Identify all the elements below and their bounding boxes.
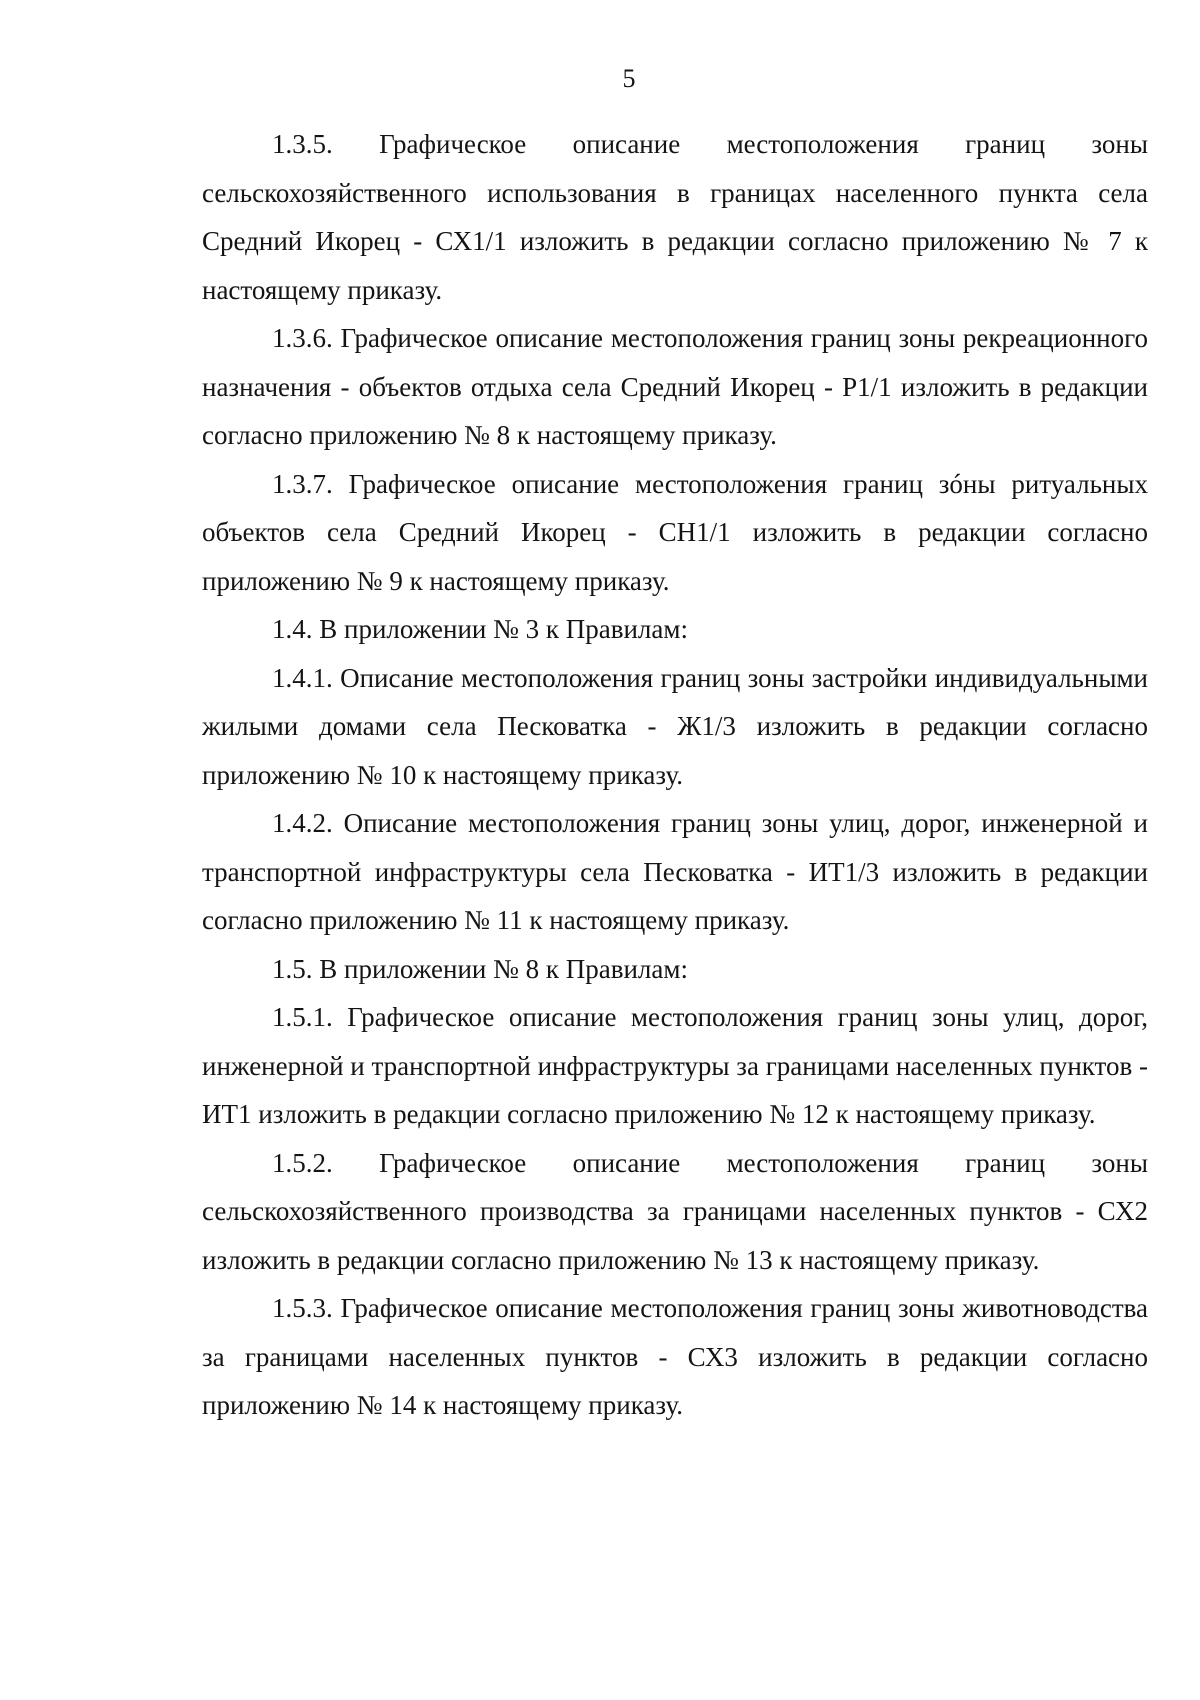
- paragraph-1-5-1: 1.5.1. Графическое описание местоположения границ зоны улиц, дорог, инженерной и транспортной инфраструктуры за границами населенных пунктов - ИТ1 изложить в редакции согласно приложению № 12 к настоящему приказу.: [202, 1002, 1148, 1129]
- document-body: [202, 120, 1148, 1430]
- paragraph-1-3-6: 1.3.6. Графическое описание местоположения границ зоны рекреационного назначения - объектов отдыха села Средний Икорец - Р1/1 изложить в редакции согласно приложению № 8 к настоящему приказу.: [202, 323, 1148, 450]
- paragraph-1-3-7: 1.3.7. Графическое описание местоположения границ зóны ритуальных объектов села Средний Икорец - СН1/1 изложить в редакции согласно приложению № 9 к настоящему приказу.: [202, 468, 1148, 596]
- paragraph-1-5-3: 1.5.3. Графическое описание местоположения границ зоны животноводства за границами населенных пунктов - СХ3 изложить в редакции согласно приложению № 14 к настоящему приказу.: [202, 1293, 1148, 1420]
- paragraph-1-4: 1.4. В приложении № 3 к Правилам:: [272, 614, 688, 644]
- page-number: 5: [622, 64, 636, 93]
- paragraph-1-4-1: 1.4.1. Описание местоположения границ зоны застройки индивидуальными жилыми домами села Песковатка - Ж1/3 изложить в редакции согласно приложению № 10 к настоящему приказу.: [202, 662, 1148, 790]
- paragraph-1-3-5: 1.3.5. Графическое описание местоположения границ зоны сельскохозяйственного использования в границах населенного пункта села Средний Икорец - СХ1/1 изложить в редакции согласно приложению № 7 к настоящему приказу.: [202, 129, 1148, 305]
- paragraph-1-5-2: 1.5.2. Графическое описание местоположения границ зоны сельскохозяйственного производства за границами населенных пунктов - СХ2 изложить в редакции согласно приложению № 13 к настоящему приказу.: [202, 1147, 1148, 1275]
- paragraph-1-5: 1.5. В приложении № 8 к Правилам:: [272, 953, 688, 984]
- paragraph-1-4-2: 1.4.2. Описание местоположения границ зоны улиц, дорог, инженерной и транспортной инфраструктуры села Песковатка - ИТ1/3 изложить в редакции согласно приложению № 11 к настоящему приказу.: [202, 808, 1148, 935]
